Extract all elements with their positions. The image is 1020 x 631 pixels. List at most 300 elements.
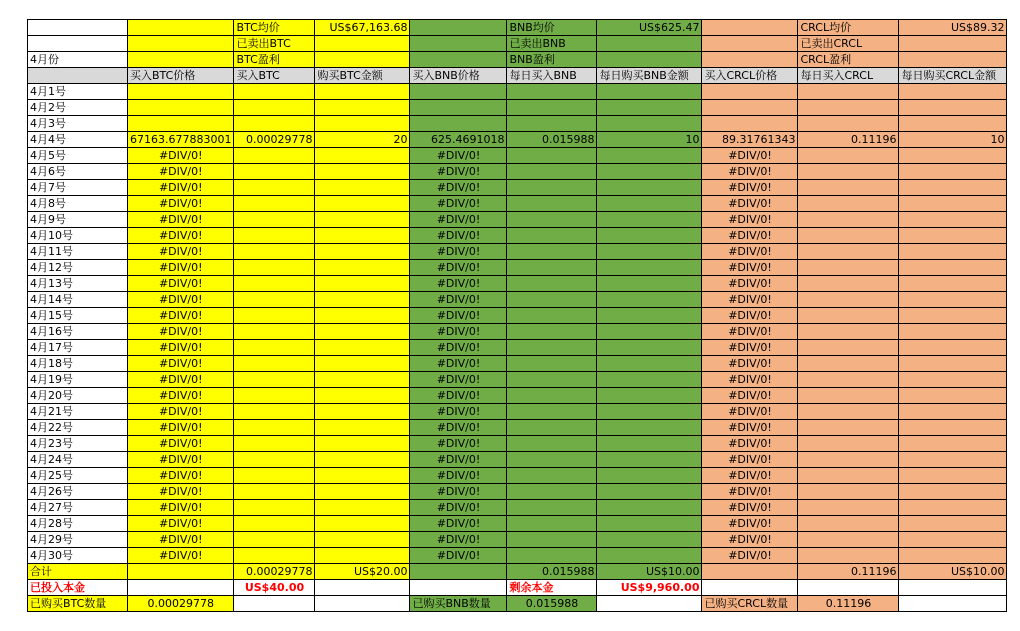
value-cell[interactable] [597,100,702,116]
cell[interactable] [798,436,899,452]
crcl-avg-value[interactable]: US$89.32 [899,20,1007,36]
invested-principal-label[interactable]: 已投入本金 [28,580,128,596]
value-cell[interactable]: 625.4691018 [410,132,507,148]
cell[interactable] [597,372,702,388]
div-error-cell[interactable]: #DIV/0! [410,324,507,340]
cell[interactable] [597,532,702,548]
value-cell[interactable] [798,100,899,116]
date-cell[interactable]: 4月5号 [28,148,128,164]
cell[interactable] [597,260,702,276]
div-error-cell[interactable]: #DIV/0! [702,500,798,516]
cell[interactable] [798,580,899,596]
date-cell[interactable]: 4月16号 [28,324,128,340]
cell[interactable] [899,452,1007,468]
cell[interactable] [315,164,410,180]
cell[interactable] [798,484,899,500]
div-error-cell[interactable]: #DIV/0! [410,244,507,260]
cell[interactable] [899,276,1007,292]
div-error-cell[interactable]: #DIV/0! [702,292,798,308]
cell[interactable] [597,308,702,324]
cell[interactable] [899,148,1007,164]
cell[interactable] [234,340,315,356]
div-error-cell[interactable]: #DIV/0! [128,148,234,164]
date-cell[interactable]: 4月25号 [28,468,128,484]
date-cell[interactable]: 4月27号 [28,500,128,516]
cell[interactable] [507,292,597,308]
cell[interactable] [234,276,315,292]
div-error-cell[interactable]: #DIV/0! [128,228,234,244]
cell[interactable] [128,580,234,596]
cell[interactable] [899,52,1007,68]
div-error-cell[interactable]: #DIV/0! [128,212,234,228]
div-error-cell[interactable]: #DIV/0! [128,196,234,212]
cell[interactable] [899,164,1007,180]
cell[interactable] [597,436,702,452]
cell[interactable] [234,372,315,388]
crcl-holdings-label[interactable]: 已购买CRCL数量 [702,596,798,612]
cell[interactable] [507,148,597,164]
cell[interactable] [597,596,702,612]
bnb-holdings-label[interactable]: 已购买BNB数量 [410,596,507,612]
crcl-profit-label[interactable]: CRCL盈利 [798,52,899,68]
cell[interactable] [315,36,410,52]
cell[interactable] [234,212,315,228]
cell[interactable] [507,532,597,548]
date-cell[interactable]: 4月6号 [28,164,128,180]
cell[interactable] [899,308,1007,324]
crcl-holdings-value[interactable]: 0.11196 [798,596,899,612]
cell[interactable] [507,324,597,340]
value-cell[interactable]: 0.00029778 [234,132,315,148]
cell[interactable] [28,36,128,52]
cell[interactable] [507,404,597,420]
column-header[interactable]: 每日购买CRCL金额 [899,68,1007,84]
column-header[interactable]: 买入BTC价格 [128,68,234,84]
div-error-cell[interactable]: #DIV/0! [410,516,507,532]
bnb-holdings-value[interactable]: 0.015988 [507,596,597,612]
value-cell[interactable] [597,116,702,132]
div-error-cell[interactable]: #DIV/0! [410,276,507,292]
cell[interactable] [597,516,702,532]
cell[interactable] [899,340,1007,356]
date-cell[interactable]: 4月15号 [28,308,128,324]
div-error-cell[interactable]: #DIV/0! [702,404,798,420]
div-error-cell[interactable]: #DIV/0! [702,324,798,340]
cell[interactable] [315,388,410,404]
value-cell[interactable] [702,116,798,132]
cell[interactable] [507,356,597,372]
total-btc-qty[interactable]: 0.00029778 [234,564,315,580]
cell[interactable] [899,404,1007,420]
cell[interactable] [234,260,315,276]
div-error-cell[interactable]: #DIV/0! [702,436,798,452]
cell[interactable] [798,148,899,164]
cell[interactable] [234,388,315,404]
cell[interactable] [899,260,1007,276]
div-error-cell[interactable]: #DIV/0! [702,276,798,292]
cell[interactable] [507,212,597,228]
cell[interactable] [597,420,702,436]
cell[interactable] [798,196,899,212]
cell[interactable] [315,452,410,468]
cell[interactable] [507,516,597,532]
div-error-cell[interactable]: #DIV/0! [702,212,798,228]
cell[interactable] [899,532,1007,548]
cell[interactable] [899,372,1007,388]
cell[interactable] [234,516,315,532]
cell[interactable] [798,548,899,564]
value-cell[interactable]: 0.11196 [798,132,899,148]
div-error-cell[interactable]: #DIV/0! [410,260,507,276]
cell[interactable] [507,196,597,212]
value-cell[interactable] [702,84,798,100]
date-cell[interactable]: 4月29号 [28,532,128,548]
cell[interactable] [234,420,315,436]
crcl-avg-label[interactable]: CRCL均价 [798,20,899,36]
date-cell[interactable]: 4月9号 [28,212,128,228]
cell[interactable] [234,548,315,564]
value-cell[interactable] [234,100,315,116]
cell[interactable] [315,580,410,596]
cell[interactable] [798,308,899,324]
div-error-cell[interactable]: #DIV/0! [702,548,798,564]
cell[interactable] [597,340,702,356]
date-cell[interactable]: 4月2号 [28,100,128,116]
cell[interactable] [315,468,410,484]
cell[interactable] [798,324,899,340]
div-error-cell[interactable]: #DIV/0! [702,308,798,324]
btc-holdings-value[interactable]: 0.00029778 [128,596,234,612]
cell[interactable] [507,228,597,244]
cell[interactable] [234,308,315,324]
cell[interactable] [597,404,702,420]
value-cell[interactable] [128,116,234,132]
bnb-avg-value[interactable]: US$625.47 [597,20,702,36]
cell[interactable] [507,500,597,516]
date-cell[interactable]: 4月11号 [28,244,128,260]
cell[interactable] [702,580,798,596]
cell[interactable] [702,564,798,580]
cell[interactable] [234,452,315,468]
date-cell[interactable]: 4月21号 [28,404,128,420]
value-cell[interactable] [128,100,234,116]
value-cell[interactable] [899,116,1007,132]
value-cell[interactable]: 89.31761343 [702,132,798,148]
cell[interactable] [899,516,1007,532]
cell[interactable] [315,340,410,356]
cell[interactable] [234,500,315,516]
div-error-cell[interactable]: #DIV/0! [128,468,234,484]
div-error-cell[interactable]: #DIV/0! [128,276,234,292]
cell[interactable] [798,180,899,196]
cell[interactable] [507,180,597,196]
cell[interactable] [597,292,702,308]
div-error-cell[interactable]: #DIV/0! [702,228,798,244]
cell[interactable] [597,148,702,164]
cell[interactable] [597,356,702,372]
cell[interactable] [507,468,597,484]
cell[interactable] [234,356,315,372]
value-cell[interactable] [410,100,507,116]
cell[interactable] [597,52,702,68]
div-error-cell[interactable]: #DIV/0! [702,244,798,260]
cell[interactable] [315,244,410,260]
date-cell[interactable]: 4月30号 [28,548,128,564]
div-error-cell[interactable]: #DIV/0! [128,516,234,532]
cell[interactable] [702,52,798,68]
cell[interactable] [315,548,410,564]
div-error-cell[interactable]: #DIV/0! [702,388,798,404]
cell[interactable] [234,532,315,548]
cell[interactable] [410,564,507,580]
cell[interactable] [315,532,410,548]
div-error-cell[interactable]: #DIV/0! [410,420,507,436]
cell[interactable] [507,372,597,388]
div-error-cell[interactable]: #DIV/0! [410,500,507,516]
div-error-cell[interactable]: #DIV/0! [702,164,798,180]
div-error-cell[interactable]: #DIV/0! [410,532,507,548]
cell[interactable] [597,180,702,196]
date-cell[interactable]: 4月18号 [28,356,128,372]
cell[interactable] [798,388,899,404]
div-error-cell[interactable]: #DIV/0! [128,452,234,468]
value-cell[interactable]: 20 [315,132,410,148]
cell[interactable] [798,212,899,228]
div-error-cell[interactable]: #DIV/0! [702,180,798,196]
div-error-cell[interactable]: #DIV/0! [410,228,507,244]
cell[interactable] [315,372,410,388]
cell[interactable] [315,420,410,436]
cell[interactable] [28,68,128,84]
cell[interactable] [798,452,899,468]
cell[interactable] [507,308,597,324]
div-error-cell[interactable]: #DIV/0! [128,436,234,452]
date-cell[interactable]: 4月20号 [28,388,128,404]
cell[interactable] [315,356,410,372]
column-header[interactable]: 每日买入CRCL [798,68,899,84]
div-error-cell[interactable]: #DIV/0! [410,148,507,164]
cell[interactable] [507,260,597,276]
cell[interactable] [315,404,410,420]
div-error-cell[interactable]: #DIV/0! [410,196,507,212]
cell[interactable] [597,388,702,404]
cell[interactable] [234,324,315,340]
cell[interactable] [315,292,410,308]
cell[interactable] [234,292,315,308]
cell[interactable] [507,340,597,356]
cell[interactable] [899,500,1007,516]
cell[interactable] [315,308,410,324]
invested-principal-value[interactable]: US$40.00 [234,580,315,596]
cell[interactable] [597,276,702,292]
div-error-cell[interactable]: #DIV/0! [128,260,234,276]
cell[interactable] [597,548,702,564]
crcl-sold-label[interactable]: 已卖出CRCL [798,36,899,52]
value-cell[interactable] [315,100,410,116]
total-crcl-qty[interactable]: 0.11196 [798,564,899,580]
cell[interactable] [798,260,899,276]
date-cell[interactable]: 4月10号 [28,228,128,244]
div-error-cell[interactable]: #DIV/0! [702,196,798,212]
column-header[interactable]: 买入BNB价格 [410,68,507,84]
remaining-principal-label[interactable]: 剩余本金 [507,580,597,596]
div-error-cell[interactable]: #DIV/0! [702,516,798,532]
div-error-cell[interactable]: #DIV/0! [702,372,798,388]
cell[interactable] [597,36,702,52]
cell[interactable] [597,228,702,244]
value-cell[interactable] [234,84,315,100]
cell[interactable] [702,20,798,36]
cell[interactable] [798,500,899,516]
total-btc-amount[interactable]: US$20.00 [315,564,410,580]
div-error-cell[interactable]: #DIV/0! [702,468,798,484]
cell[interactable] [899,292,1007,308]
value-cell[interactable] [798,116,899,132]
column-header[interactable]: 买入BTC [234,68,315,84]
cell[interactable] [798,420,899,436]
date-cell[interactable]: 4月14号 [28,292,128,308]
div-error-cell[interactable]: #DIV/0! [410,356,507,372]
div-error-cell[interactable]: #DIV/0! [410,180,507,196]
cell[interactable] [597,196,702,212]
value-cell[interactable] [507,100,597,116]
div-error-cell[interactable]: #DIV/0! [128,388,234,404]
cell[interactable] [315,260,410,276]
div-error-cell[interactable]: #DIV/0! [702,532,798,548]
cell[interactable] [798,276,899,292]
cell[interactable] [899,36,1007,52]
cell[interactable] [410,36,507,52]
value-cell[interactable]: 67163.677883001 [128,132,234,148]
date-cell[interactable]: 4月17号 [28,340,128,356]
div-error-cell[interactable]: #DIV/0! [128,548,234,564]
div-error-cell[interactable]: #DIV/0! [128,356,234,372]
cell[interactable] [234,484,315,500]
btc-sold-label[interactable]: 已卖出BTC [234,36,315,52]
cell[interactable] [798,532,899,548]
value-cell[interactable] [315,116,410,132]
cell[interactable] [315,228,410,244]
value-cell[interactable]: 10 [597,132,702,148]
div-error-cell[interactable]: #DIV/0! [128,500,234,516]
value-cell[interactable] [410,116,507,132]
btc-avg-value[interactable]: US$67,163.68 [315,20,410,36]
div-error-cell[interactable]: #DIV/0! [128,180,234,196]
div-error-cell[interactable]: #DIV/0! [410,372,507,388]
value-cell[interactable] [507,116,597,132]
cell[interactable] [315,212,410,228]
cell[interactable] [899,436,1007,452]
cell[interactable] [798,228,899,244]
bnb-profit-label[interactable]: BNB盈利 [507,52,597,68]
date-cell[interactable]: 4月8号 [28,196,128,212]
cell[interactable] [315,196,410,212]
total-crcl-amount[interactable]: US$10.00 [899,564,1007,580]
date-cell[interactable]: 4月24号 [28,452,128,468]
cell[interactable] [507,244,597,260]
div-error-cell[interactable]: #DIV/0! [702,356,798,372]
column-header[interactable]: 买入CRCL价格 [702,68,798,84]
div-error-cell[interactable]: #DIV/0! [702,452,798,468]
cell[interactable] [234,228,315,244]
cell[interactable] [507,548,597,564]
date-cell[interactable]: 4月1号 [28,84,128,100]
cell[interactable] [798,516,899,532]
cell[interactable] [899,420,1007,436]
date-cell[interactable]: 4月28号 [28,516,128,532]
cell[interactable] [507,452,597,468]
cell[interactable] [899,580,1007,596]
cell[interactable] [899,244,1007,260]
cell[interactable] [899,484,1007,500]
div-error-cell[interactable]: #DIV/0! [410,164,507,180]
cell[interactable] [798,404,899,420]
cell[interactable] [597,500,702,516]
cell[interactable] [315,436,410,452]
cell[interactable] [597,468,702,484]
value-cell[interactable] [798,84,899,100]
date-cell[interactable]: 4月13号 [28,276,128,292]
date-cell[interactable]: 4月3号 [28,116,128,132]
div-error-cell[interactable]: #DIV/0! [128,308,234,324]
cell[interactable] [315,596,410,612]
date-cell[interactable]: 4月7号 [28,180,128,196]
date-cell[interactable]: 4月4号 [28,132,128,148]
div-error-cell[interactable]: #DIV/0! [410,436,507,452]
div-error-cell[interactable]: #DIV/0! [128,164,234,180]
cell[interactable] [597,164,702,180]
div-error-cell[interactable]: #DIV/0! [128,292,234,308]
value-cell[interactable]: 10 [899,132,1007,148]
total-bnb-qty[interactable]: 0.015988 [507,564,597,580]
cell[interactable] [128,52,234,68]
cell[interactable] [410,20,507,36]
cell[interactable] [899,356,1007,372]
cell[interactable] [315,324,410,340]
value-cell[interactable] [899,84,1007,100]
value-cell[interactable] [410,84,507,100]
cell[interactable] [234,468,315,484]
btc-holdings-label[interactable]: 已购买BTC数量 [28,596,128,612]
value-cell[interactable] [234,116,315,132]
cell[interactable] [315,484,410,500]
value-cell[interactable] [702,100,798,116]
cell[interactable] [128,564,234,580]
cell[interactable] [798,356,899,372]
total-bnb-amount[interactable]: US$10.00 [597,564,702,580]
cell[interactable] [899,388,1007,404]
div-error-cell[interactable]: #DIV/0! [702,148,798,164]
div-error-cell[interactable]: #DIV/0! [410,468,507,484]
cell[interactable] [899,212,1007,228]
div-error-cell[interactable]: #DIV/0! [128,484,234,500]
column-header[interactable]: 每日买入BNB [507,68,597,84]
cell[interactable] [798,372,899,388]
cell[interactable] [315,180,410,196]
div-error-cell[interactable]: #DIV/0! [128,532,234,548]
div-error-cell[interactable]: #DIV/0! [410,388,507,404]
column-header[interactable]: 每日购买BNB金额 [597,68,702,84]
cell[interactable] [899,468,1007,484]
cell[interactable] [315,276,410,292]
cell[interactable] [315,52,410,68]
cell[interactable] [410,52,507,68]
cell[interactable] [798,164,899,180]
date-cell[interactable]: 4月19号 [28,372,128,388]
date-cell[interactable]: 4月22号 [28,420,128,436]
cell[interactable] [899,596,1007,612]
cell[interactable] [899,548,1007,564]
